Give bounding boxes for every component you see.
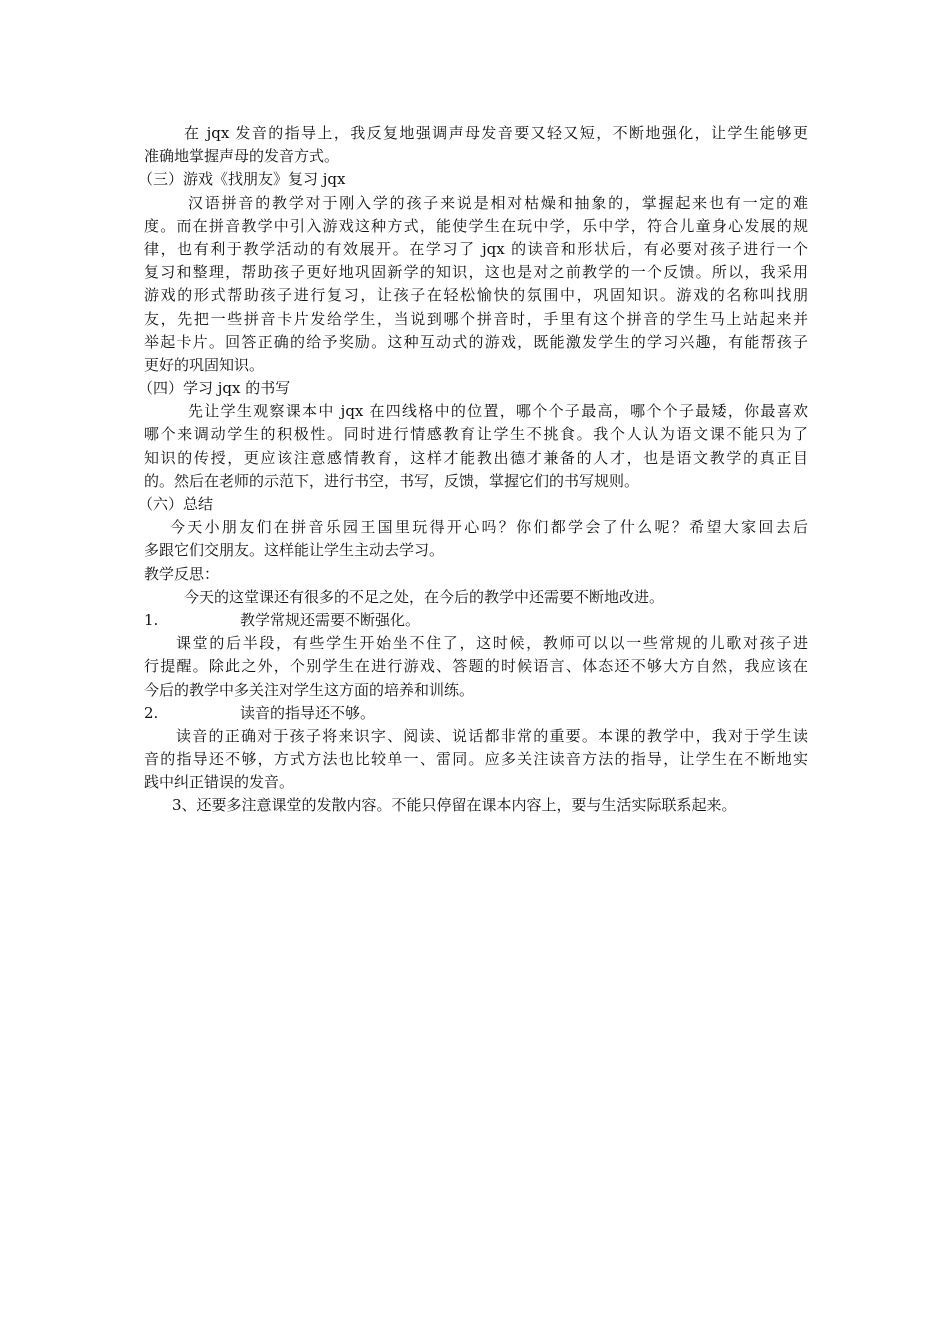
text-line: 多跟它们交朋友。这样能让学生主动去学习。	[144, 541, 445, 560]
text-line: 知识的传授，更应该注意感情教育，这样才能教出德才兼备的人才，也是语文教学的真正目	[144, 448, 808, 467]
text-line: 游戏的形式帮助孩子进行复习，让孩子在轻松愉快的氛围中，巩固知识。游戏的名称叫找朋	[144, 286, 808, 305]
text-line: 举起卡片。回答正确的给予奖励。这种互动式的游戏，既能激发学生的学习兴趣，有能帮孩子	[144, 332, 808, 351]
text-line: 课堂的后半段，有些学生开始坐不住了，这时候，教师可以以一些常规的儿歌对孩子进	[176, 634, 808, 653]
reflection-intro: 今天的这堂课还有很多的不足之处，在今后的教学中还需要不断地改进。	[184, 587, 665, 606]
section-heading-3: （三）游戏《找朋友》复习 jqx	[138, 170, 346, 189]
section-heading-4: （四）学习 jqx 的书写	[138, 379, 291, 398]
paragraph-summary	[144, 516, 808, 562]
paragraph-game	[144, 192, 808, 378]
text-line: 友，先把一些拼音卡片发给学生，当说到哪个拼音时，手里有这个拼音的学生马上站起来并	[144, 309, 808, 328]
item-text: 教学常规还需要不断强化。	[240, 610, 421, 629]
text-line: 今后的教学中多关注对学生这方面的培养和训练。	[144, 680, 475, 699]
text-line: 读音的正确对于孩子将来识字、阅读、说话都非常的重要。本课的教学中，我对于学生读	[176, 726, 808, 745]
reflection-title: 教学反思：	[144, 564, 220, 583]
document-page	[138, 122, 808, 818]
text-line: 先让学生观察课本中 jqx 在四线格中的位置，哪个个子最高，哪个个子最矮，你最喜欢	[188, 402, 808, 421]
text-line: 汉语拼音的教学对于刚入学的孩子来说是相对枯燥和抽象的，掌握起来也有一定的难	[188, 193, 808, 212]
paragraph-pronunciation	[144, 122, 808, 168]
reflection-item-1	[144, 609, 808, 632]
text-line: 的。然后在老师的示范下，进行书空，书写，反馈，掌握它们的书写规则。	[144, 471, 640, 490]
text-line: 音的指导还不够，方式方法也比较单一、雷同。应多关注读音方法的指导，让学生在不断地实	[144, 750, 808, 769]
text-line: 律，也有利于教学活动的有效展开。在学习了 jqx 的读音和形状后，有必要对孩子进行一个	[144, 239, 808, 258]
paragraph-discipline	[144, 632, 808, 702]
section-heading-6: （六）总结	[138, 495, 214, 513]
text-line: 在 jqx 发音的指导上，我反复地强调声母发音要又轻又短，不断地强化，让学生能够更	[184, 124, 808, 142]
reflection-item-2	[144, 702, 808, 725]
text-line: 今天小朋友们在拼音乐园王国里玩得开心吗？你们都学会了什么呢？希望大家回去后	[170, 518, 808, 537]
paragraph-reading	[144, 725, 808, 795]
item-text: 读音的指导还不够。	[240, 703, 376, 722]
text-line: 复习和整理，帮助孩子更好地巩固新学的知识，这也是对之前教学的一个反馈。所以，我采用	[144, 263, 808, 282]
item-number: 1.	[144, 610, 159, 629]
reflection-item-3: 3、还要多注意课堂的发散内容。不能只停留在课本内容上，要与生活实际联系起来。	[172, 796, 737, 815]
text-line: 更好的巩固知识。	[144, 355, 265, 374]
item-number: 2.	[144, 703, 159, 722]
text-line: 准确地掌握声母的发音方式。	[144, 147, 340, 166]
paragraph-writing	[144, 400, 808, 493]
text-line: 践中纠正错误的发音。	[144, 773, 295, 792]
text-line: 行提醒。除此之外，个别学生在进行游戏、答题的时候语言、体态还不够大方自然，我应该在	[144, 657, 808, 676]
text-line: 度。而在拼音教学中引入游戏这种方式，能使学生在玩中学，乐中学，符合儿童身心发展的规	[144, 216, 808, 235]
text-line: 哪个来调动学生的积极性。同时进行情感教育让学生不挑食。我个人认为语文课不能只为了	[144, 425, 808, 444]
